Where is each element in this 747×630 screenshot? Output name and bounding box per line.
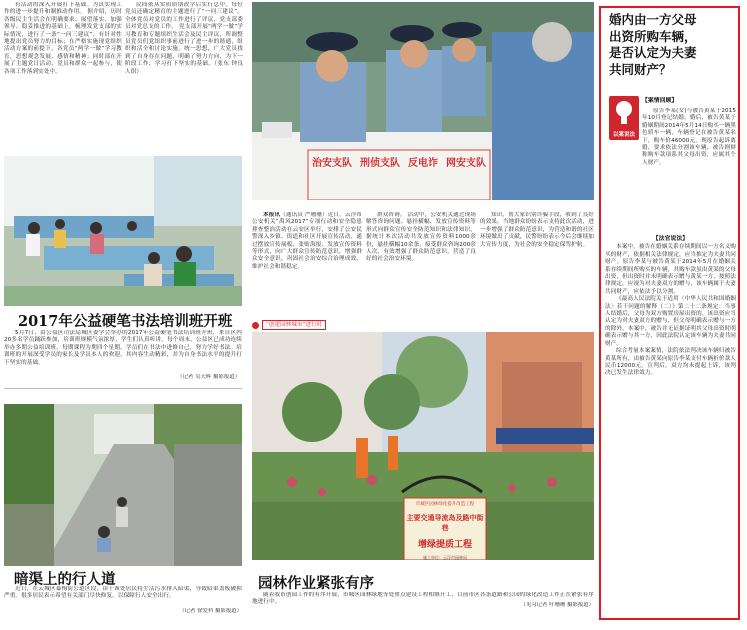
police-caption-paragraph: 知识，帮大家识别诈骗手段，收到了良好的效果。当地群众纷纷表示支持此次活动，进一步增强了群众防范意识，为营造和谐的社区环境做出了贡献，民警纷纷表示今后会继续加大宣传力度，为社会的安全稳定保驾护航。 — [480, 212, 594, 248]
street-paragraph: 近日，在云城区幕梅街公道区段，由于该处居民将生活污水排入暗渠，导致暗渠盖板破损严重。很多居民表示希望有关部门尽快修复，以保障行人安全出行。 — [4, 586, 242, 600]
construction-sign — [404, 498, 486, 560]
headline-line: 是否认定为夫妻 — [609, 45, 697, 60]
calligraphy-class-photo — [4, 156, 242, 306]
banner-text-3: 反电诈 — [408, 158, 438, 169]
headline-line: 出资所购车辆， — [609, 28, 697, 44]
case-review-paragraph: 原告李某(女)与被告黄某于2015年10月登记结婚。婚后，被告黄某于婚姻期间2014年5月14日购买一辆黑色轿车一辆，车辆登记在被告黄某名下，购车价46000元。现原告起诉离婚，要求依法分割该车辆，被告则辩称购车款项系其父母出资，应属其个人财产。 — [642, 108, 736, 166]
city-campaign-tag — [252, 320, 326, 330]
article-text-col2 — [125, 2, 243, 152]
police-banner — [312, 154, 486, 169]
street-credit: （记者 徐爱科 摄影报道） — [179, 608, 242, 614]
headline-line: 婚内由一方父母 — [609, 12, 697, 27]
case-review-body — [609, 108, 736, 228]
article-text-col1 — [4, 2, 122, 152]
article-paragraph: 民间依从实质质朋改学后实行总中。每位党员还确定精育的主题进行了“一问三建议”。全体党员对党员的工作进行了评议，党支部委员对党总支的工作。 党支部开展“两学一做”学习教育和专题组织生活会及民主评议，所调整员党员们党组织事前进行了进一步的谐通，组织和活全和讨论实施，统一思想，广大党员找到了自身存在问题，明确了努力方向，为下一阶段工作、学习打下坚实的基础。（张东 钟良人组） — [125, 2, 243, 75]
judge-comment-title: 【法官说法】 — [652, 236, 689, 242]
calligraphy-paragraph: 5月7日，由公益区司法局城区委学会举办的2017年公益硬笔书法培训班开班，来自区内20多名学员踊跃参加，培训班规模气氛浓厚，学生们认真听讲。每个周末，公益区已成功连续举办多期公益培训班，每期课程为期四个星期，学员们在书法中进修自己，努力学好书法。培训班的开展深受学员的家长及学员本人的欢迎，其内容生动精彩，并为自身书法水平的提升打下坚实的基础。 — [4, 330, 242, 366]
police-caption-source: （通讯员 严珊珊） — [280, 212, 328, 218]
police-caption-text: 近日，云浮市公安机关“禹风2017”专项行动和安全隐患排查整治活动在云安区举行，安排了公安民警深入乡镇、街道和社区开展宣传活动，通过摆放宣传展板、张贴海报、发放宣传资料等形式，向广大群众宣传防范意识，增强群众安全意识，巩固社会治安综合治理成效，维护社会和谐稳定。 — [252, 212, 362, 270]
street-photo — [4, 404, 242, 566]
sign-bottom: 施工单位：云浮市园林局 — [423, 555, 467, 560]
calligraphy-credit: （记者 吴天晖 摄影报道） — [177, 374, 240, 380]
legal-case-headline — [609, 12, 733, 78]
police-illustration — [252, 2, 594, 200]
sign-main: 主要交通导流岛及路中街巷 — [406, 513, 484, 532]
judgment-paragraph: 综合考量本案案情，法院依法判决该车辆归被告黄某所有，由被告黄某向原告李某支付车辆折价款人民币12000元。宣判后，双方均未提起上诉，该判决已发生法律效力。 — [605, 348, 736, 377]
city-tag-label: “创建园林城市”进行时 — [262, 320, 326, 330]
police-caption-paragraph — [252, 212, 362, 271]
banner-text-4: 网安支队 — [446, 158, 486, 169]
street-headline: 暗渠上的行人道 — [14, 571, 116, 588]
gardening-paragraph: 随着我市创园工作的有序开展，市城区园林绿地等处重点建设工程相继开工，目前市区各条道路和公园的绿化改造工作正在紧张有序地进行中。 — [252, 592, 594, 606]
police-caption-label: 本报讯 — [263, 212, 281, 218]
police-caption-col3 — [480, 212, 594, 308]
street-illustration — [4, 404, 242, 566]
sign-sub: 增绿提质工程 — [417, 540, 472, 550]
law-citation-paragraph: 《最高人民法院关于适用〈中华人民共和国婚姻法〉若干问题的解释（二）》第二十二条规定：当事人结婚后，父母为双方购置房屋出资的，该出资应当认定为对夫妻双方的赠与，但父母明确表示赠与一方的除外。本案中，被告并无证据证明其父母出资时明确表示赠与其一方，因此法院认定该车辆为夫妻共同财产。 — [605, 296, 736, 347]
gardening-credit: （见习记者 叶珊珊 摄影报道） — [520, 602, 594, 608]
police-photo — [252, 2, 594, 200]
gardening-photo — [252, 332, 594, 560]
police-caption-col2 — [366, 212, 476, 308]
banner-text-1: 治安支队 — [312, 158, 352, 169]
sign-top: 市城区园林绿化提升改造工程 — [415, 502, 475, 507]
banner-text-2: 刑侦支队 — [360, 158, 400, 169]
article-paragraph: 有活动的深入开展打下基础。为真实现工作的进一步提升和制推动作用。 据介绍，历时各级民主生活会在明确要求、展望落实、加强领导、稳妥推进的基础上，梳理发党支部的实际情况，进行了一条“一问三建议”，有针对性地提出党员努力的目标；在严格实施现党组织活动方案的前提下，各党员“两学一做”学习教育，思想观念发展、感情和精神；同时部在开展了主题党日活动，党员和群众一起参与，使各项工作落到实处中。 — [4, 2, 122, 75]
badge-label: 以案说法 — [612, 132, 635, 138]
headline-line: 共同财产？ — [609, 61, 672, 77]
police-caption-col1 — [252, 212, 362, 308]
gardening-headline: 园林作业紧张有序 — [258, 575, 374, 592]
calligraphy-headline: 2017年公益硬笔书法培训班开班 — [18, 313, 233, 330]
case-review-title: 【案情回顾】 — [642, 98, 678, 104]
judge-comment-paragraph: 本案中，被告在婚姻关系存续期间以一方名义购买的财产，依据相关法律规定，应当推定为夫妻共同财产。原告李某与被告黄某于2014年5月在婚姻关系存续期间所购买的车辆，其购车款虽由黄某的父母出资，但出资时并未明确表示赠与黄某一方，按照法律规定，应视为对夫妻双方的赠与，该车辆属于夫妻共同财产，应依法予以分割。 — [605, 244, 736, 295]
classroom-illustration — [4, 156, 242, 306]
police-caption-paragraph: 群众咨询。 活动中，公安机关通过现场解答咨询问题、悬挂横幅、发放宣传资料等形式向群众宣传安全防范知识和法律知识，据统计本次活动共发放宣传资料1000余份，悬挂横幅10余条，接受群众咨询200余人次，有效增强了群众防范意识，营造了良好的社会治安环境。 — [366, 212, 476, 263]
judge-comment-section — [605, 234, 736, 614]
tag-dot-icon — [252, 322, 259, 329]
section-divider — [4, 388, 242, 389]
